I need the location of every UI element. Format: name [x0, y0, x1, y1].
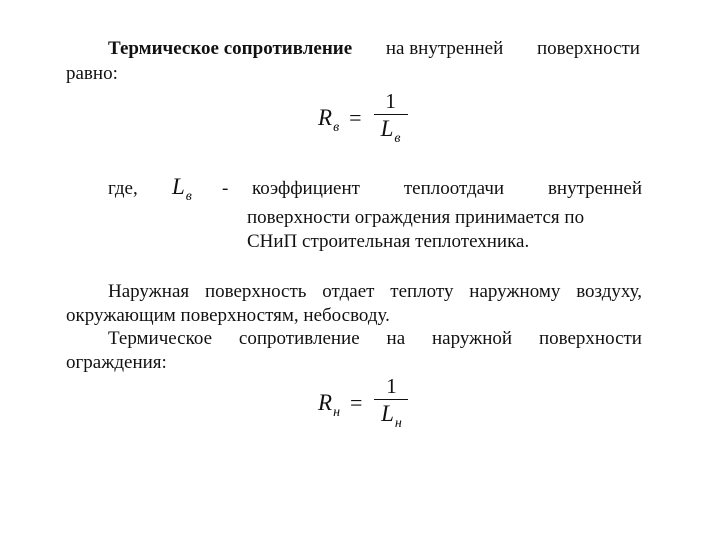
paragraph1-line2: равно:	[66, 63, 118, 84]
formula-inner-den-var: L	[380, 116, 394, 141]
formula-outer-den-sub: н	[394, 416, 402, 431]
definition-word-heat-transfer: теплоотдачи	[403, 178, 505, 199]
paragraph1-line1	[108, 38, 640, 60]
formula-inner-numerator: 1	[385, 89, 396, 113]
paragraph2-word: на	[386, 328, 406, 349]
definition-symbol-sub: в	[185, 189, 192, 204]
definition-dash: -	[222, 178, 229, 199]
paragraph1-bold-heading: Термическое сопротивление	[108, 38, 353, 59]
paragraph2-word: Наружная	[108, 281, 190, 302]
paragraph2-word: наружному	[469, 281, 561, 302]
formula-inner-denominator	[379, 115, 403, 147]
formula-outer-fraction	[374, 373, 408, 432]
paragraph2-word: сопротивление	[238, 328, 360, 349]
definition-where: где,	[108, 178, 138, 199]
definition-word-inner: внутренней	[547, 178, 642, 199]
paragraph1-text-surface: поверхности	[536, 38, 640, 59]
definition-word-coefficient: коэффициент	[252, 178, 360, 199]
formula-outer-lhs-sub: н	[333, 404, 341, 420]
paragraph2-word: наружной	[432, 328, 513, 349]
paragraph2-word: теплоту	[390, 281, 454, 302]
paragraph2-word: поверхности	[538, 328, 642, 349]
formula-inner-lhs-sub: в	[333, 119, 340, 135]
paragraph2-word: воздуху,	[576, 281, 642, 302]
formula-outer-lhs	[318, 389, 341, 420]
definition-line2: поверхности ограждения принимается по	[247, 207, 585, 228]
formula-outer-den-var: L	[381, 401, 394, 426]
paragraph2-line4: ограждения:	[66, 352, 167, 373]
paragraph2-word: поверхность	[204, 281, 307, 302]
paragraph2-word: Термическое	[108, 328, 213, 349]
formula-inner-equals: =	[349, 104, 362, 130]
formula-outer-numerator: 1	[386, 374, 397, 398]
definition-symbol	[172, 176, 192, 202]
formula-outer-denominator	[379, 400, 404, 432]
definition-symbol-var: L	[172, 174, 185, 199]
formula-inner-lhs	[318, 104, 340, 135]
formula-inner-resistance	[318, 88, 408, 147]
formula-outer-resistance	[318, 373, 408, 432]
paragraph2-word: отдает	[322, 281, 375, 302]
paragraph2-line1	[108, 281, 642, 303]
paragraph2-line3	[108, 328, 642, 350]
paragraph1-text-inner: на внутренней	[385, 38, 504, 59]
formula-outer-lhs-var: R	[318, 389, 333, 415]
definition-line1-words	[252, 178, 642, 200]
formula-outer-equals: =	[350, 389, 363, 415]
paragraph2-line2: окружающим поверхностям, небосводу.	[66, 305, 390, 326]
formula-inner-lhs-var: R	[318, 104, 333, 130]
formula-inner-den-sub: в	[394, 131, 401, 146]
formula-inner-fraction	[374, 88, 408, 147]
definition-line3: СНиП строительная теплотехника.	[247, 231, 530, 252]
